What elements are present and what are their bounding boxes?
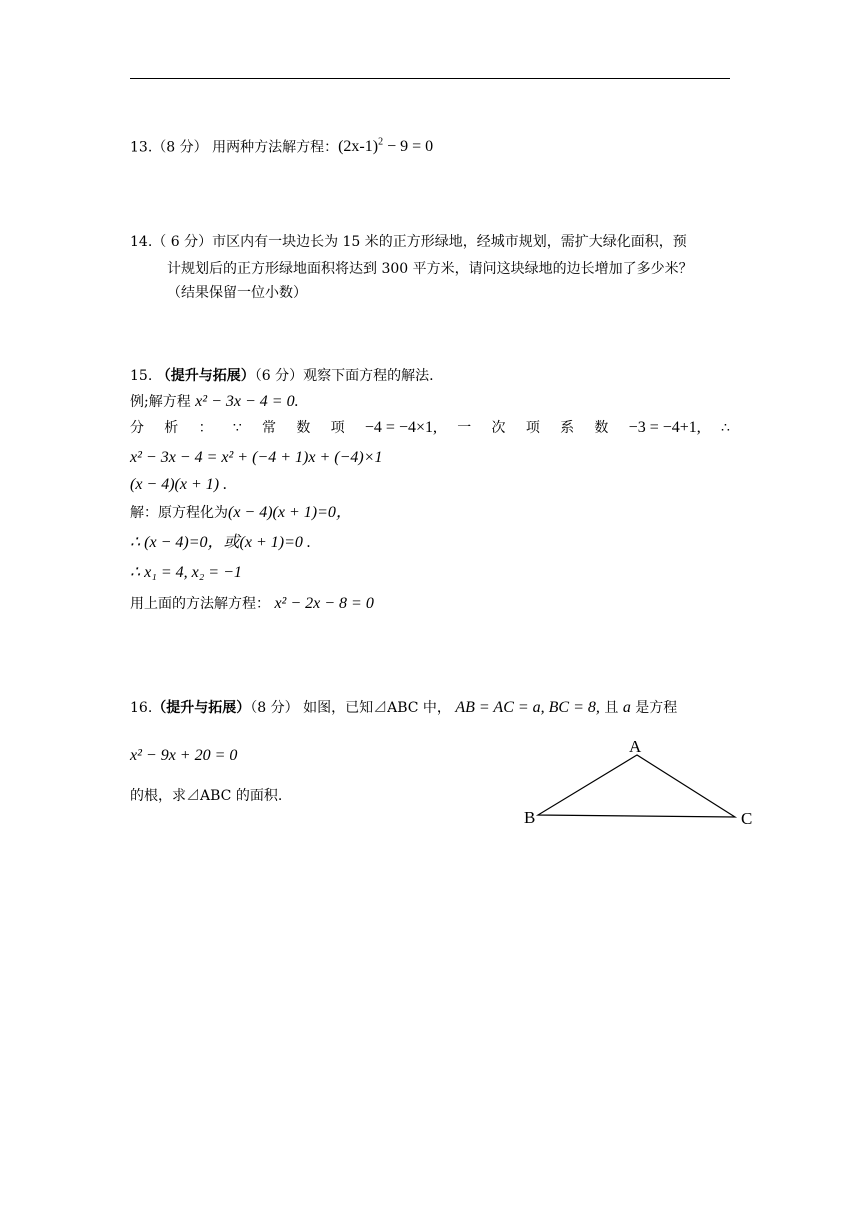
q15-analysis-line <box>130 418 730 438</box>
analysis-char: 一 <box>457 420 472 436</box>
q16-equation: x² − 9x + 20 = 0 <box>130 747 238 764</box>
analysis-char: 常 <box>262 420 277 436</box>
analysis-char: 项 <box>525 420 540 436</box>
q13-eq-right: − 9 = 0 <box>383 138 434 156</box>
q16-text-c: 是方程 <box>635 700 678 716</box>
q16-tag: （提升与拓展） <box>152 700 251 716</box>
analysis-char: 次 <box>491 420 506 436</box>
analysis-char: 数 <box>296 420 311 436</box>
q15-heading <box>130 366 434 386</box>
constant-term-equation: −4 = −4×1, <box>364 419 437 436</box>
analysis-char: 分 <box>130 420 144 436</box>
q15-example <box>130 392 299 412</box>
q15-intro: 观察下面方程的解法. <box>303 368 434 384</box>
q16-variable: a <box>622 699 631 716</box>
analysis-char: 项 <box>330 420 345 436</box>
header-rule <box>130 78 730 79</box>
q14-line-2: 计规划后的正方形绿地面积将达到 300 平方米，请问这块绿地的边长增加了多少米？ <box>167 261 693 277</box>
q13-text: 用两种方法解方程： <box>212 139 339 156</box>
q13-eq-exponent: 2 <box>378 137 384 148</box>
q13-equation <box>338 138 433 155</box>
q15-step-1: x² − 3x − 4 = x² + (−4 + 1)x + (−4)×1 <box>130 449 383 466</box>
q15-example-equation: x² − 3x − 4 = 0. <box>195 393 299 410</box>
q15-then-2: ∴ x₁ = 4, x₂ = −1 <box>130 564 242 581</box>
q15-then-1-a: ∴ (x − 4)=0，或 <box>130 534 240 551</box>
linear-coefficient-equation: −3 = −4+1, <box>628 419 701 436</box>
q14-line-3: （结果保留一位小数） <box>167 285 307 301</box>
question-13 <box>130 133 433 157</box>
triangle-figure <box>520 735 760 835</box>
triangle-abc <box>538 755 735 817</box>
because-symbol: ∵ <box>232 420 242 436</box>
q15-number: 15. <box>130 368 153 384</box>
analysis-char: 析 <box>164 420 179 436</box>
q15-solution-label: 解：原方程化为 <box>130 505 228 521</box>
q15-then-1 <box>130 533 311 553</box>
vertex-label-c: C <box>741 809 753 828</box>
q15-step-2: (x − 4)(x + 1) . <box>130 476 228 493</box>
q13-eq-left: (2x-1) <box>338 138 379 156</box>
q15-task <box>130 594 374 614</box>
analysis-char: ： <box>198 420 213 436</box>
q13-score: （8 分） <box>152 139 208 156</box>
q16-text-d: 的根，求⊿ABC 的面积. <box>130 788 283 804</box>
q15-tag: （提升与拓展） <box>156 368 255 384</box>
q16-text-b: 且 <box>604 700 619 716</box>
vertex-label-a: A <box>629 737 642 756</box>
q15-task-label: 用上面的方法解方程： <box>130 596 270 612</box>
q15-then-1-b: (x + 1)=0 . <box>239 534 311 551</box>
q15-score: （6 分） <box>254 368 304 384</box>
analysis-char: 系 <box>560 420 575 436</box>
q15-task-equation: x² − 2x − 8 = 0 <box>274 595 374 612</box>
analysis-char: 数 <box>594 420 609 436</box>
q13-number: 13. <box>130 139 153 156</box>
q16-number: 16. <box>130 700 153 716</box>
q16-heading <box>130 698 730 718</box>
vertex-label-b: B <box>524 808 536 827</box>
q16-condition: AB = AC = a, BC = 8, <box>455 699 600 716</box>
q15-solution <box>130 503 352 523</box>
q14-line-1: 14.（ 6 分）市区内有一块边长为 15 米的正方形绿地，经城市规划，需扩大绿化面积，预 <box>130 234 687 250</box>
q15-example-label: 例;解方程 <box>130 394 191 410</box>
therefore-symbol: ∴ <box>721 420 730 436</box>
q15-solution-equation: (x − 4)(x + 1)=0， <box>228 504 352 521</box>
q16-text-a: 如图，已知⊿ABC 中， <box>303 700 451 716</box>
q16-score: （8 分） <box>250 700 299 716</box>
